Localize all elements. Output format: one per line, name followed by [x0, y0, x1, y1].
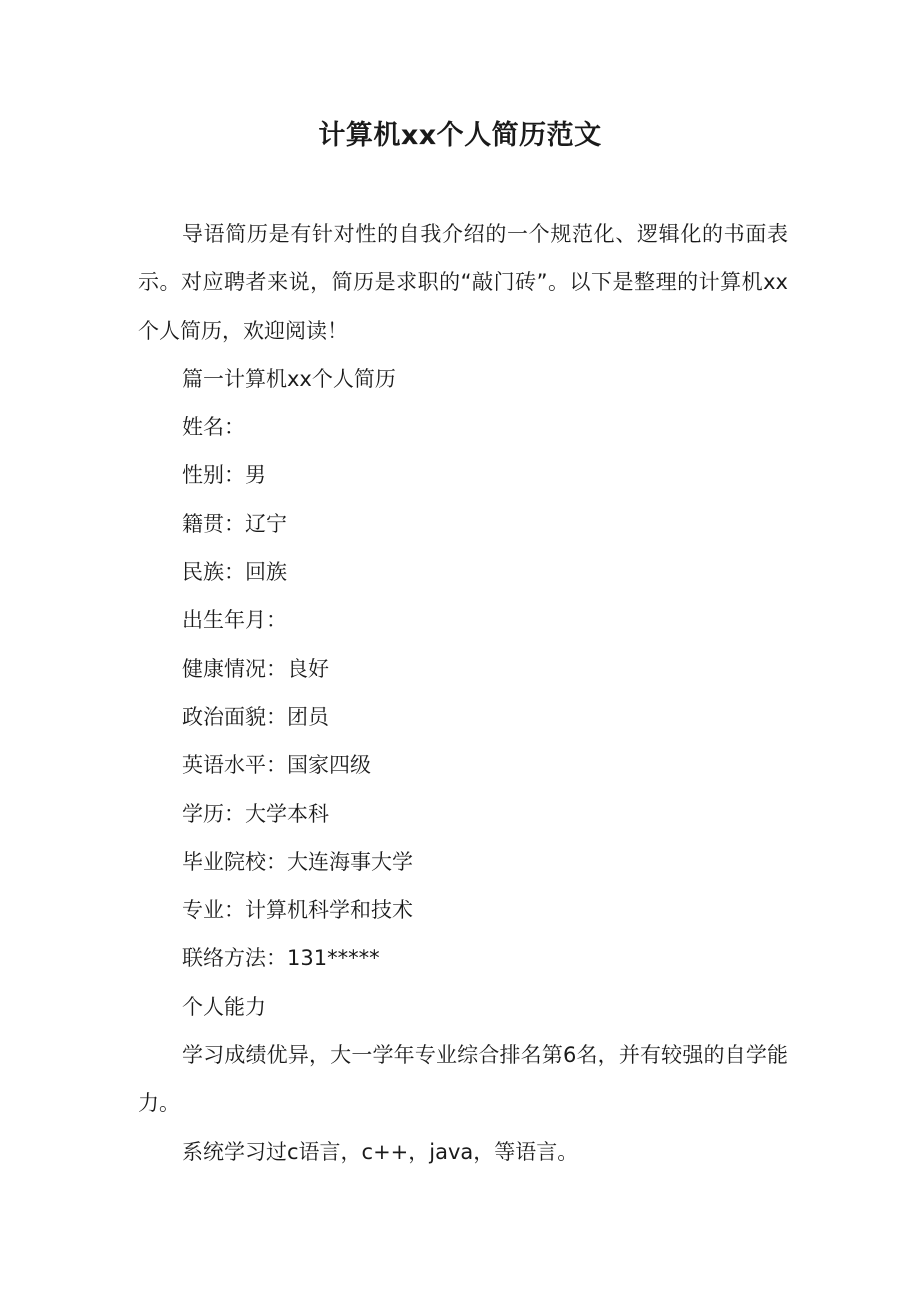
field-native-place: 籍贯：辽宁 — [182, 511, 287, 536]
document-title: 计算机xx个人简历范文 — [318, 120, 602, 151]
intro-paragraph: 导语简历是有针对性的自我介绍的一个规范化、逻辑化的书面表示。对应聘者来说，简历是求职的“敲门砖”。以下是整理的计算机xx个人简历，欢迎阅读！ — [138, 222, 788, 343]
field-education: 学历：大学本科 — [182, 801, 329, 826]
field-ethnicity: 民族：回族 — [182, 560, 287, 585]
field-major: 专业：计算机科学和技术 — [182, 898, 413, 923]
ability-paragraph-grades: 学习成绩优异，大一学年专业综合排名第6名，并有较强的自学能力。 — [138, 1043, 788, 1116]
field-name: 姓名： — [182, 415, 245, 440]
ability-paragraph-languages: 系统学习过c语言，c++，java，等语言。 — [182, 1139, 579, 1164]
field-health: 健康情况：良好 — [182, 656, 329, 681]
field-university: 毕业院校：大连海事大学 — [182, 849, 413, 874]
field-political-status: 政治面貌：团员 — [182, 704, 329, 729]
field-birth-date: 出生年月： — [182, 608, 287, 633]
field-contact: 联络方法：131***** — [182, 946, 380, 971]
field-english-level: 英语水平：国家四级 — [182, 753, 371, 778]
field-gender: 性别：男 — [182, 463, 266, 488]
document-body — [138, 210, 788, 1176]
section-heading-resume-one: 篇一计算机xx个人简历 — [182, 366, 396, 391]
section-heading-abilities: 个人能力 — [182, 994, 266, 1019]
